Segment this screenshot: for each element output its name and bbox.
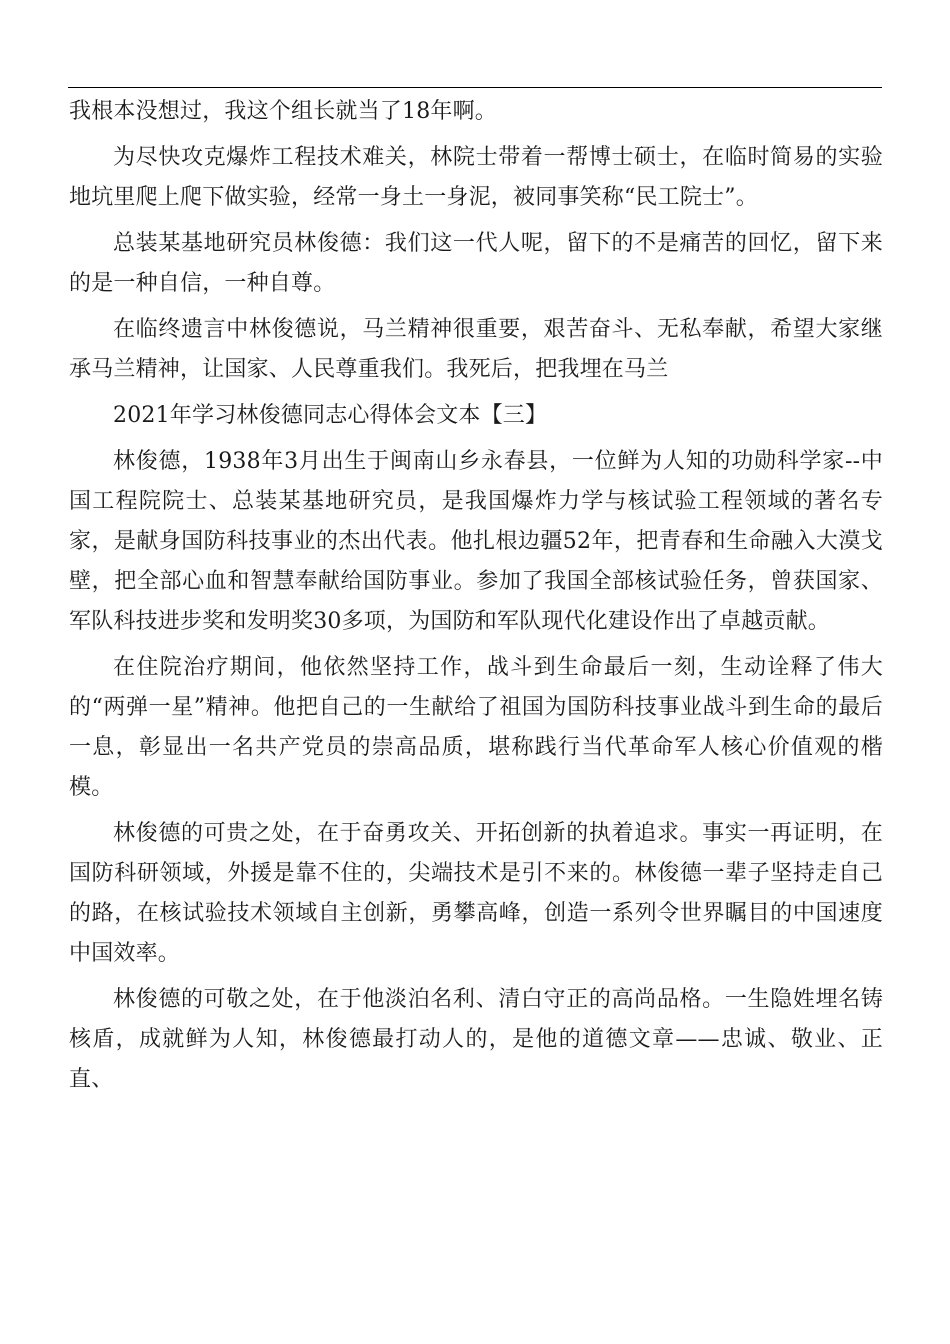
paragraph: 我根本没想过，我这个组长就当了18年啊。 — [69, 99, 497, 124]
document-body — [69, 92, 883, 1106]
paragraph: 林俊德的可敬之处，在于他淡泊名利、清白守正的高尚品格。一生隐姓埋名铸核盾，成就鲜为人知，林俊德最打动人的，是他的道德文章——忠诚、敬业、正直、 — [69, 987, 883, 1092]
header-rule — [68, 87, 882, 88]
paragraph: 为尽快攻克爆炸工程技术难关，林院士带着一帮博士硕士，在临时简易的实验地坑里爬上爬下做实验，经常一身土一身泥，被同事笑称“民工院士”。 — [69, 145, 883, 210]
paragraph: 林俊德，1938年3月出生于闽南山乡永春县，一位鲜为人知的功勋科学家--中国工程院院士、总装某基地研究员，是我国爆炸力学与核试验工程领域的著名专家，是献身国防科技事业的杰出代表。他扎根边疆52年，把青春和生命融入大漠戈壁，把全部心血和智慧奉献给国防事业。参加了我国全部核试验任务，曾获国家、军队科技进步奖和发明奖30多项，为国防和军队现代化建设作出了卓越贡献。 — [69, 449, 883, 634]
paragraph: 总装某基地研究员林俊德：我们这一代人呢，留下的不是痛苦的回忆，留下来的是一种自信，一种自尊。 — [69, 231, 883, 296]
section-heading: 2021年学习林俊德同志心得体会文本【三】 — [113, 403, 548, 428]
paragraph: 在住院治疗期间，他依然坚持工作，战斗到生命最后一刻，生动诠释了伟大的“两弹一星”精神。他把自己的一生献给了祖国为国防科技事业战斗到生命的最后一息，彰显出一名共产党员的崇高品质，堪称践行当代革命军人核心价值观的楷模。 — [69, 655, 883, 800]
paragraph: 林俊德的可贵之处，在于奋勇攻关、开拓创新的执着追求。事实一再证明，在国防科研领域，外援是靠不住的，尖端技术是引不来的。林俊德一辈子坚持走自己的路，在核试验技术领域自主创新，勇攀高峰，创造一系列令世界瞩目的中国速度中国效率。 — [69, 821, 883, 966]
paragraph: 在临终遗言中林俊德说，马兰精神很重要，艰苦奋斗、无私奉献，希望大家继承马兰精神，让国家、人民尊重我们。我死后，把我埋在马兰 — [69, 317, 883, 382]
